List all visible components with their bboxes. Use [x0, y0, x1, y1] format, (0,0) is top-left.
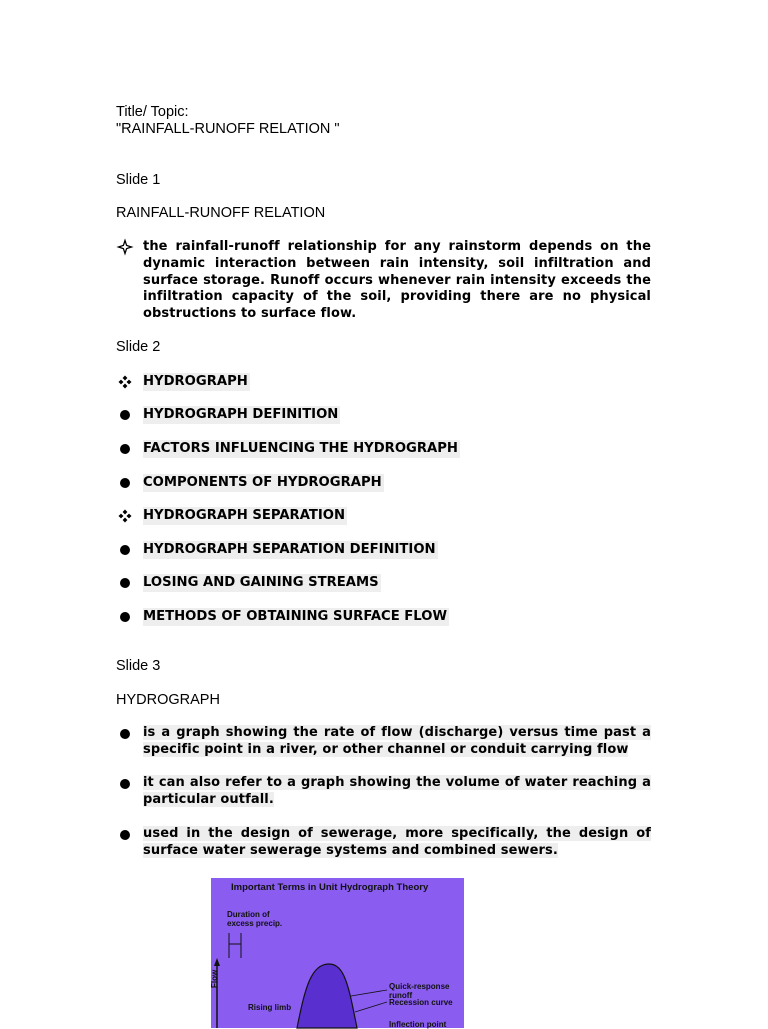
bullet-dot-icon	[116, 474, 134, 492]
bullet-line: particular outfall.	[143, 791, 274, 807]
slide-2-item-label: HYDROGRAPH	[143, 374, 248, 389]
paragraph-line: obstructions to surface flow.	[143, 306, 357, 322]
slide-3-label: Slide 3	[116, 658, 161, 674]
quick-response-line: runoff	[389, 991, 413, 1000]
slide-2-label: Slide 2	[116, 339, 161, 355]
slide-3-bullet	[143, 775, 651, 809]
title-label: Title/ Topic:	[116, 104, 189, 120]
quick-response-pointer	[351, 990, 387, 996]
paragraph-line: the rainfall-runoff relationship for any rainstorm depends on the	[143, 239, 651, 254]
figure-duration-line: Duration of	[227, 910, 270, 919]
paragraph-line: dynamic interaction between rain intensity, soil infiltration and	[143, 255, 651, 271]
hydrograph-curve	[297, 964, 357, 1028]
bullet-dot-icon	[116, 440, 134, 458]
figure-duration-line: excess precip.	[227, 919, 283, 928]
flow-axis-arrow-icon	[214, 958, 220, 966]
bullet-line: surface water sewerage systems and combined sewers.	[143, 842, 558, 858]
diamond-bullet-icon	[116, 373, 134, 391]
slide-2-item-label: METHODS OF OBTAINING SURFACE FLOW	[143, 609, 447, 624]
rising-limb-label: Rising limb	[248, 1003, 292, 1012]
paragraph-line: infiltration capacity of the soil, providing there are no physical	[143, 289, 651, 305]
bullet-dot-icon	[116, 725, 134, 743]
slide-2-item-label: HYDROGRAPH SEPARATION	[143, 508, 346, 523]
slide-2-item-label: HYDROGRAPH DEFINITION	[143, 407, 339, 422]
bullet-dot-icon	[116, 608, 134, 626]
slide-2-item-label: HYDROGRAPH SEPARATION DEFINITION	[143, 542, 436, 557]
paragraph-line: surface storage. Runoff occurs whenever rain intensity exceeds the	[143, 272, 651, 288]
unit-hydrograph-figure	[211, 878, 464, 1028]
slide-1-label: Slide 1	[116, 172, 161, 188]
title-value: "RAINFALL-RUNOFF RELATION "	[116, 121, 340, 137]
slide-2-item-label: LOSING AND GAINING STREAMS	[143, 575, 379, 590]
slide-3-bullet	[143, 826, 651, 860]
bullet-dot-icon	[116, 775, 134, 793]
flow-axis-label: Flow	[210, 969, 219, 988]
quick-response-line: Quick-response	[389, 982, 450, 991]
slide-2-item-label: FACTORS INFLUENCING THE HYDROGRAPH	[143, 441, 458, 456]
slide-1-heading: RAINFALL-RUNOFF RELATION	[116, 205, 326, 221]
diamond-bullet-icon	[116, 507, 134, 525]
bullet-line: is a graph showing the rate of flow (discharge) versus time past a	[143, 725, 651, 740]
bullet-line: it can also refer to a graph showing the volume of water reaching a	[143, 775, 651, 790]
bullet-dot-icon	[116, 406, 134, 424]
recession-curve-label: Recession curve	[389, 998, 453, 1007]
bullet-dot-icon	[116, 541, 134, 559]
sparkle-bullet-icon	[116, 238, 134, 256]
bullet-dot-icon	[116, 574, 134, 592]
slide-2-item-label: COMPONENTS OF HYDROGRAPH	[143, 475, 382, 490]
slide-3-heading: HYDROGRAPH	[116, 692, 220, 708]
slide-1-paragraph	[143, 239, 651, 323]
bullet-line: specific point in a river, or other channel or conduit carrying flow	[143, 741, 629, 757]
figure-title: Important Terms in Unit Hydrograph Theory	[231, 882, 429, 893]
recession-pointer	[355, 1002, 387, 1012]
inflection-point-label: Inflection point	[389, 1020, 447, 1029]
bullet-dot-icon	[116, 826, 134, 844]
bullet-line: used in the design of sewerage, more specifically, the design of	[143, 826, 651, 841]
slide-3-bullet	[143, 725, 651, 759]
